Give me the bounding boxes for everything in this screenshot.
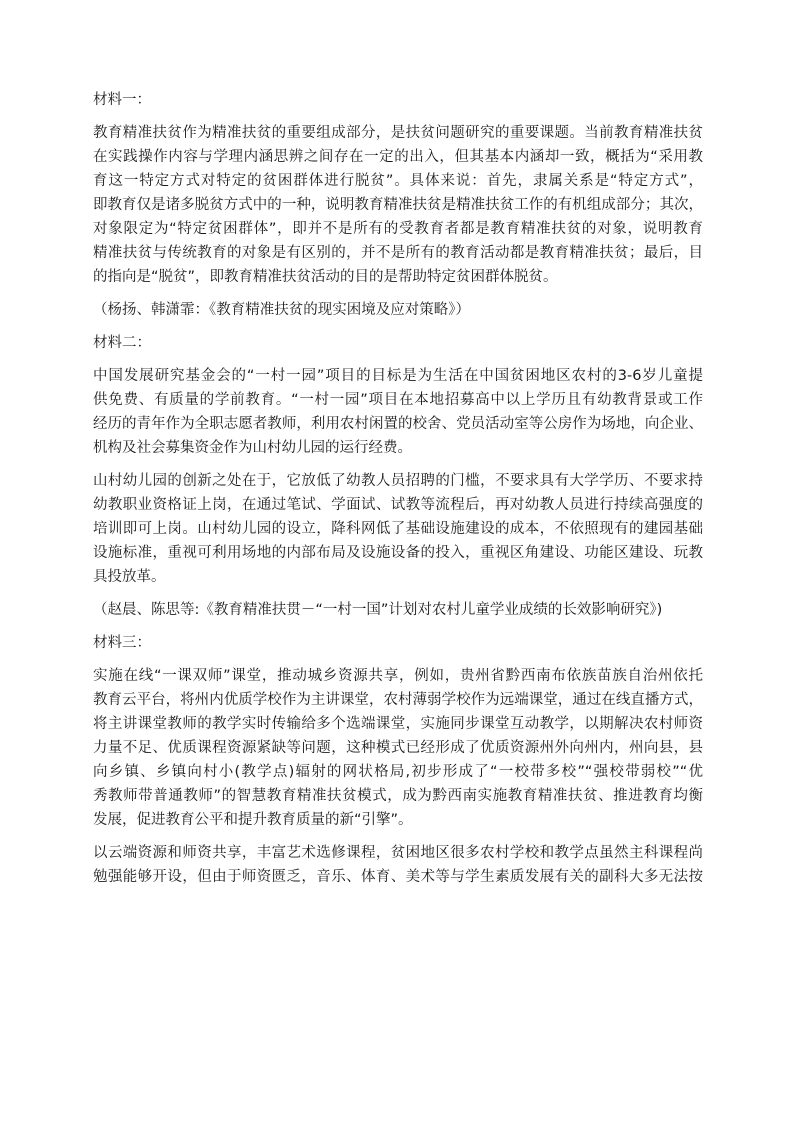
text-line: 力量不足、优质课程资源紧缺等问题，这种模式已经形成了优质资源州外向州内，州向县，县 <box>93 740 703 756</box>
text-line: 以云端资源和师资共享，丰富艺术选修课程，贫困地区很多农村学校和教学点虽然主科课程尚 <box>93 845 703 861</box>
text-line: 培训即可上岗。山村幼儿园的设立，降科网低了基础设施建设的成本，不依照现有的建园基础 <box>93 521 703 537</box>
material-3-paragraph-1 <box>93 664 703 832</box>
text-line: 教育精准扶贫作为精准扶贫的重要组成部分，是扶贫问题研究的重要课题。当前教育精准扶贫 <box>93 125 703 141</box>
material-2-paragraph-2 <box>93 469 703 589</box>
text-line: 精准扶贫与传统教育的对象是有区别的，并不是所有的教育活动都是教育精准扶贫；最后，目 <box>93 245 703 261</box>
text-line: 发展，促进教育公平和提升教育质量的新“引擎”。 <box>93 812 413 828</box>
text-line: 即教育仅是诸多脱贫方式中的一种，说明教育精准扶贫是精准扶贫工作的有机组成部分；其次， <box>93 197 703 213</box>
text-line: 在实践操作内容与学理内涵思辨之间存在一定的出入，但其基本内涵却一致，概括为“采用教 <box>93 149 703 165</box>
text-line: 经历的青年作为全职志愿者教师，利用农村闲置的校舍、党员活动室等公房作为场地，向企业、 <box>93 416 703 432</box>
text-line: 中国发展研究基金会的“一村一园”项目的目标是为生活在中国贫困地区农村的3-6岁儿童提 <box>93 368 703 384</box>
text-line: 供免费、有质量的学前教育。“一村一园”项目在本地招募高中以上学历且有幼教背景或工作 <box>93 392 703 408</box>
text-line: 机构及社会募集资金作为山村幼儿园的运行经费。 <box>93 440 412 456</box>
material-1-paragraph <box>93 121 703 289</box>
material-2-source: （赵晨、陈思等:《教育精准扶贯－“一村一国”计划对农村儿童学业成绩的长效影响研究》) <box>93 602 663 618</box>
material-2-heading: 材料二： <box>93 335 151 351</box>
text-line: 向乡镇、乡镇向村小(教学点)辐射的网状格局,初步形成了“一校带多校”“强校带弱校”“优 <box>93 764 703 780</box>
material-2-paragraph-1 <box>93 364 703 460</box>
text-line: 勉强能够开设，但由于师资匮乏，音乐、体育、美术等与学生素质发展有关的副科大多无法按 <box>93 869 703 885</box>
text-line: 实施在线“一课双师”课堂，推动城乡资源共享，例如，贵州省黔西南布依族苗族自治州依托 <box>93 668 703 684</box>
text-line: 对象限定为“特定贫困群体”，即并不是所有的受教育者都是教育精准扶贫的对象，说明教育 <box>93 221 703 237</box>
material-3-heading: 材料三： <box>93 635 151 651</box>
material-3-paragraph-2 <box>93 841 703 889</box>
text-line: 山村幼儿园的创新之处在于，它放低了幼教人员招聘的门槛，不要求具有大学学历、不要求持 <box>93 473 703 489</box>
text-line: 具投放革。 <box>93 569 166 585</box>
material-1-source: （杨扬、韩潇霏：《教育精准扶贫的现实困境及应对策略》） <box>93 302 470 318</box>
text-line: 幼教职业资格证上岗，在通过笔试、学面试、试教等流程后，再对幼教人员进行持续高强度的 <box>93 497 703 513</box>
document-page <box>93 88 703 898</box>
text-line: 育这一特定方式对特定的贫困群体进行脱贫”。具体来说：首先，隶属关系是“特定方式”， <box>93 173 703 189</box>
text-line: 秀教师带普通教师”的智慧教育精准扶贫模式，成为黔西南实施教育精准扶贫、推进教育均衡 <box>93 788 703 804</box>
text-line: 将主讲课堂教师的教学实时传输给多个选端课堂，实施同步课堂互动教学，以期解决农村师资 <box>93 716 703 732</box>
material-1-heading: 材料一： <box>93 92 151 108</box>
text-line: 的指向是“脱贫”，即教育精准扶贫活动的目的是帮助特定贫困群体脱贫。 <box>93 269 558 285</box>
text-line: 教育云平台，将州内优质学校作为主讲课堂，农村薄弱学校作为远端课堂，通过在线直播方式， <box>93 692 703 708</box>
text-line: 设施标准，重视可利用场地的内部布局及设施设备的投入，重视区角建设、功能区建设、玩教 <box>93 545 703 561</box>
